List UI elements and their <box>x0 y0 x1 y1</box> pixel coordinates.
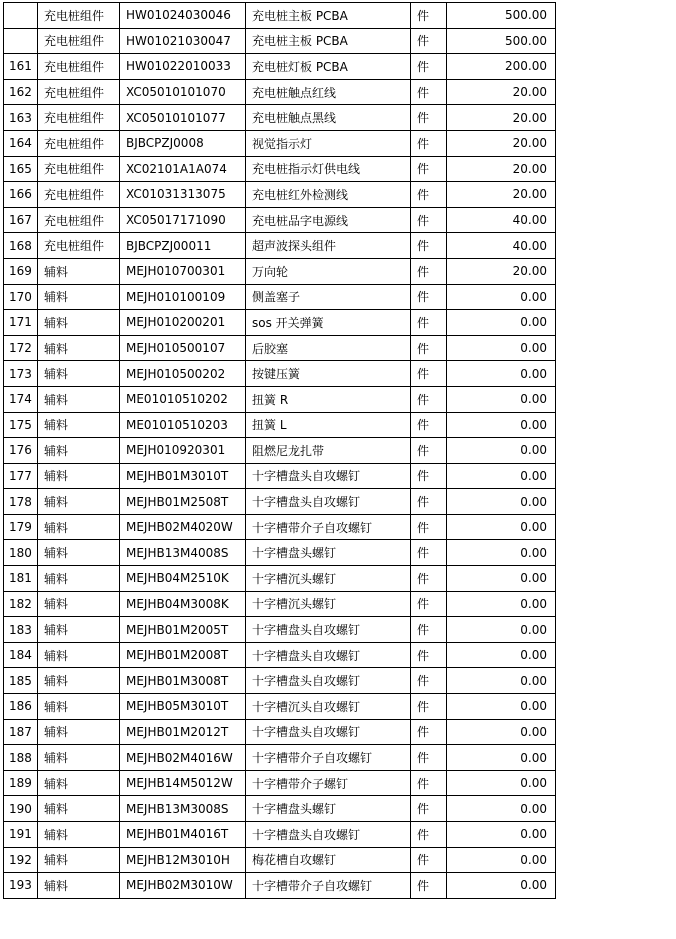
amount-cell: 0.00 <box>447 438 556 464</box>
part-code-cell: MEJH010700301 <box>120 258 246 284</box>
unit-cell: 件 <box>411 156 447 182</box>
part-name-cell: 充电桩触点红线 <box>246 79 411 105</box>
row-index: 188 <box>4 745 38 771</box>
unit-cell: 件 <box>411 284 447 310</box>
unit-cell: 件 <box>411 207 447 233</box>
part-name-cell: 视觉指示灯 <box>246 130 411 156</box>
amount-cell: 0.00 <box>447 668 556 694</box>
unit-cell: 件 <box>411 463 447 489</box>
part-code-cell: MEJHB01M2012T <box>120 719 246 745</box>
unit-cell: 件 <box>411 233 447 259</box>
part-code-cell: MEJH010500107 <box>120 335 246 361</box>
row-index: 193 <box>4 873 38 899</box>
part-code-cell: MEJH010500202 <box>120 361 246 387</box>
table-row <box>4 233 556 259</box>
unit-cell: 件 <box>411 412 447 438</box>
row-index: 180 <box>4 540 38 566</box>
category-cell: 充电桩组件 <box>38 79 120 105</box>
amount-cell: 40.00 <box>447 207 556 233</box>
table-row <box>4 591 556 617</box>
row-index: 172 <box>4 335 38 361</box>
category-cell: 辅料 <box>38 412 120 438</box>
part-code-cell: MEJHB04M2510K <box>120 566 246 592</box>
part-code-cell: MEJHB01M2005T <box>120 617 246 643</box>
amount-cell: 0.00 <box>447 284 556 310</box>
unit-cell: 件 <box>411 822 447 848</box>
category-cell: 辅料 <box>38 540 120 566</box>
unit-cell: 件 <box>411 617 447 643</box>
part-code-cell: MEJHB01M3010T <box>120 463 246 489</box>
row-index: 169 <box>4 258 38 284</box>
part-name-cell: 十字槽盘头自攻螺钉 <box>246 822 411 848</box>
part-name-cell: 十字槽带介子自攻螺钉 <box>246 873 411 899</box>
row-index: 189 <box>4 770 38 796</box>
amount-cell: 20.00 <box>447 258 556 284</box>
amount-cell: 200.00 <box>447 54 556 80</box>
category-cell: 辅料 <box>38 873 120 899</box>
unit-cell: 件 <box>411 514 447 540</box>
amount-cell: 0.00 <box>447 719 556 745</box>
amount-cell: 0.00 <box>447 463 556 489</box>
part-code-cell: MEJHB13M4008S <box>120 540 246 566</box>
table-row <box>4 54 556 80</box>
table-row <box>4 79 556 105</box>
part-name-cell: 十字槽沉头螺钉 <box>246 566 411 592</box>
unit-cell: 件 <box>411 719 447 745</box>
table-row <box>4 642 556 668</box>
category-cell: 充电桩组件 <box>38 182 120 208</box>
amount-cell: 0.00 <box>447 361 556 387</box>
part-code-cell: MEJHB01M2508T <box>120 489 246 515</box>
row-index: 164 <box>4 130 38 156</box>
category-cell: 辅料 <box>38 796 120 822</box>
unit-cell: 件 <box>411 3 447 29</box>
amount-cell: 0.00 <box>447 745 556 771</box>
part-name-cell: 十字槽带介子螺钉 <box>246 770 411 796</box>
part-code-cell: MEJHB05M3010T <box>120 694 246 720</box>
category-cell: 辅料 <box>38 591 120 617</box>
part-code-cell: MEJHB02M3010W <box>120 873 246 899</box>
table-row <box>4 438 556 464</box>
part-code-cell: MEJH010200201 <box>120 310 246 336</box>
unit-cell: 件 <box>411 694 447 720</box>
part-name-cell: 充电桩红外检测线 <box>246 182 411 208</box>
part-code-cell: ME01010510203 <box>120 412 246 438</box>
table-row <box>4 822 556 848</box>
amount-cell: 0.00 <box>447 335 556 361</box>
amount-cell: 500.00 <box>447 28 556 54</box>
amount-cell: 0.00 <box>447 489 556 515</box>
row-index: 175 <box>4 412 38 438</box>
table-row <box>4 719 556 745</box>
part-code-cell: MEJH010100109 <box>120 284 246 310</box>
row-index: 171 <box>4 310 38 336</box>
part-name-cell: 充电桩灯板 PCBA <box>246 54 411 80</box>
unit-cell: 件 <box>411 642 447 668</box>
part-name-cell: 十字槽盘头自攻螺钉 <box>246 668 411 694</box>
category-cell: 辅料 <box>38 438 120 464</box>
part-name-cell: 十字槽盘头自攻螺钉 <box>246 463 411 489</box>
part-name-cell: sos 开关弹簧 <box>246 310 411 336</box>
row-index: 192 <box>4 847 38 873</box>
part-code-cell: MEJHB01M2008T <box>120 642 246 668</box>
amount-cell: 20.00 <box>447 105 556 131</box>
part-name-cell: 后胶塞 <box>246 335 411 361</box>
part-code-cell: MEJHB04M3008K <box>120 591 246 617</box>
unit-cell: 件 <box>411 566 447 592</box>
amount-cell: 20.00 <box>447 130 556 156</box>
part-code-cell: MEJHB12M3010H <box>120 847 246 873</box>
row-index: 181 <box>4 566 38 592</box>
table-row <box>4 207 556 233</box>
row-index: 163 <box>4 105 38 131</box>
part-name-cell: 阻燃尼龙扎带 <box>246 438 411 464</box>
category-cell: 充电桩组件 <box>38 105 120 131</box>
unit-cell: 件 <box>411 105 447 131</box>
unit-cell: 件 <box>411 79 447 105</box>
table-row <box>4 770 556 796</box>
table-row <box>4 386 556 412</box>
table-row <box>4 156 556 182</box>
row-index <box>4 28 38 54</box>
part-code-cell: HW01024030046 <box>120 3 246 29</box>
amount-cell: 0.00 <box>447 822 556 848</box>
amount-cell: 0.00 <box>447 796 556 822</box>
row-index: 176 <box>4 438 38 464</box>
unit-cell: 件 <box>411 310 447 336</box>
table-row <box>4 514 556 540</box>
part-name-cell: 按键压簧 <box>246 361 411 387</box>
part-code-cell: MEJHB13M3008S <box>120 796 246 822</box>
row-index: 166 <box>4 182 38 208</box>
amount-cell: 0.00 <box>447 617 556 643</box>
part-name-cell: 十字槽沉头螺钉 <box>246 591 411 617</box>
part-code-cell: XC05010101070 <box>120 79 246 105</box>
category-cell: 辅料 <box>38 310 120 336</box>
amount-cell: 500.00 <box>447 3 556 29</box>
amount-cell: 20.00 <box>447 182 556 208</box>
category-cell: 辅料 <box>38 386 120 412</box>
part-code-cell: XC05010101077 <box>120 105 246 131</box>
parts-table <box>3 2 556 899</box>
unit-cell: 件 <box>411 361 447 387</box>
unit-cell: 件 <box>411 745 447 771</box>
amount-cell: 0.00 <box>447 386 556 412</box>
row-index: 174 <box>4 386 38 412</box>
row-index: 190 <box>4 796 38 822</box>
unit-cell: 件 <box>411 335 447 361</box>
row-index: 170 <box>4 284 38 310</box>
table-row <box>4 335 556 361</box>
category-cell: 辅料 <box>38 719 120 745</box>
part-name-cell: 十字槽盘头自攻螺钉 <box>246 642 411 668</box>
row-index: 167 <box>4 207 38 233</box>
unit-cell: 件 <box>411 130 447 156</box>
unit-cell: 件 <box>411 591 447 617</box>
part-name-cell: 充电桩品字电源线 <box>246 207 411 233</box>
part-name-cell: 充电桩触点黑线 <box>246 105 411 131</box>
table-row <box>4 566 556 592</box>
row-index: 179 <box>4 514 38 540</box>
unit-cell: 件 <box>411 770 447 796</box>
unit-cell: 件 <box>411 668 447 694</box>
amount-cell: 0.00 <box>447 540 556 566</box>
amount-cell: 0.00 <box>447 591 556 617</box>
part-name-cell: 充电桩指示灯供电线 <box>246 156 411 182</box>
part-name-cell: 十字槽盘头自攻螺钉 <box>246 489 411 515</box>
row-index: 168 <box>4 233 38 259</box>
amount-cell: 0.00 <box>447 566 556 592</box>
part-code-cell: XC02101A1A074 <box>120 156 246 182</box>
category-cell: 辅料 <box>38 694 120 720</box>
row-index: 173 <box>4 361 38 387</box>
part-name-cell: 充电桩主板 PCBA <box>246 28 411 54</box>
unit-cell: 件 <box>411 258 447 284</box>
category-cell: 辅料 <box>38 617 120 643</box>
row-index: 186 <box>4 694 38 720</box>
row-index: 182 <box>4 591 38 617</box>
row-index: 177 <box>4 463 38 489</box>
category-cell: 辅料 <box>38 566 120 592</box>
part-code-cell: MEJHB01M3008T <box>120 668 246 694</box>
part-code-cell: BJBCPZJ0008 <box>120 130 246 156</box>
part-name-cell: 扭簧 L <box>246 412 411 438</box>
part-code-cell: MEJHB02M4016W <box>120 745 246 771</box>
row-index: 162 <box>4 79 38 105</box>
table-row <box>4 412 556 438</box>
table-row <box>4 284 556 310</box>
amount-cell: 0.00 <box>447 694 556 720</box>
table-row <box>4 105 556 131</box>
amount-cell: 20.00 <box>447 156 556 182</box>
row-index: 161 <box>4 54 38 80</box>
part-code-cell: ME01010510202 <box>120 386 246 412</box>
table-row <box>4 694 556 720</box>
category-cell: 充电桩组件 <box>38 28 120 54</box>
part-name-cell: 侧盖塞子 <box>246 284 411 310</box>
category-cell: 辅料 <box>38 642 120 668</box>
part-name-cell: 充电桩主板 PCBA <box>246 3 411 29</box>
part-code-cell: BJBCPZJ00011 <box>120 233 246 259</box>
part-code-cell: XC05017171090 <box>120 207 246 233</box>
category-cell: 辅料 <box>38 770 120 796</box>
table-row <box>4 463 556 489</box>
category-cell: 充电桩组件 <box>38 54 120 80</box>
part-name-cell: 扭簧 R <box>246 386 411 412</box>
table-row <box>4 540 556 566</box>
category-cell: 辅料 <box>38 489 120 515</box>
unit-cell: 件 <box>411 438 447 464</box>
unit-cell: 件 <box>411 540 447 566</box>
part-code-cell: MEJH010920301 <box>120 438 246 464</box>
amount-cell: 0.00 <box>447 310 556 336</box>
category-cell: 辅料 <box>38 284 120 310</box>
category-cell: 辅料 <box>38 463 120 489</box>
table-row <box>4 361 556 387</box>
amount-cell: 0.00 <box>447 642 556 668</box>
category-cell: 充电桩组件 <box>38 207 120 233</box>
part-name-cell: 万向轮 <box>246 258 411 284</box>
unit-cell: 件 <box>411 28 447 54</box>
table-row <box>4 130 556 156</box>
part-code-cell: MEJHB14M5012W <box>120 770 246 796</box>
part-name-cell: 十字槽带介子自攻螺钉 <box>246 745 411 771</box>
category-cell: 充电桩组件 <box>38 156 120 182</box>
row-index: 187 <box>4 719 38 745</box>
part-name-cell: 超声波探头组件 <box>246 233 411 259</box>
table-row <box>4 28 556 54</box>
table-row <box>4 489 556 515</box>
category-cell: 辅料 <box>38 745 120 771</box>
part-name-cell: 十字槽盘头螺钉 <box>246 540 411 566</box>
amount-cell: 40.00 <box>447 233 556 259</box>
parts-table-body <box>4 3 556 899</box>
part-name-cell: 十字槽盘头自攻螺钉 <box>246 719 411 745</box>
table-row <box>4 796 556 822</box>
table-row <box>4 182 556 208</box>
table-row <box>4 617 556 643</box>
category-cell: 辅料 <box>38 361 120 387</box>
row-index: 165 <box>4 156 38 182</box>
row-index: 184 <box>4 642 38 668</box>
part-name-cell: 十字槽盘头螺钉 <box>246 796 411 822</box>
category-cell: 充电桩组件 <box>38 3 120 29</box>
unit-cell: 件 <box>411 182 447 208</box>
category-cell: 辅料 <box>38 847 120 873</box>
row-index: 183 <box>4 617 38 643</box>
category-cell: 辅料 <box>38 822 120 848</box>
amount-cell: 0.00 <box>447 514 556 540</box>
row-index: 185 <box>4 668 38 694</box>
row-index: 178 <box>4 489 38 515</box>
category-cell: 充电桩组件 <box>38 130 120 156</box>
part-name-cell: 十字槽带介子自攻螺钉 <box>246 514 411 540</box>
amount-cell: 0.00 <box>447 770 556 796</box>
part-name-cell: 十字槽沉头自攻螺钉 <box>246 694 411 720</box>
unit-cell: 件 <box>411 386 447 412</box>
category-cell: 辅料 <box>38 514 120 540</box>
category-cell: 辅料 <box>38 668 120 694</box>
part-code-cell: HW01021030047 <box>120 28 246 54</box>
amount-cell: 20.00 <box>447 79 556 105</box>
row-index <box>4 3 38 29</box>
part-code-cell: MEJHB01M4016T <box>120 822 246 848</box>
part-code-cell: XC01031313075 <box>120 182 246 208</box>
table-row <box>4 258 556 284</box>
part-name-cell: 十字槽盘头自攻螺钉 <box>246 617 411 643</box>
table-row <box>4 3 556 29</box>
table-row <box>4 310 556 336</box>
amount-cell: 0.00 <box>447 873 556 899</box>
part-name-cell: 梅花槽自攻螺钉 <box>246 847 411 873</box>
unit-cell: 件 <box>411 873 447 899</box>
table-row <box>4 873 556 899</box>
category-cell: 辅料 <box>38 258 120 284</box>
category-cell: 充电桩组件 <box>38 233 120 259</box>
table-row <box>4 847 556 873</box>
unit-cell: 件 <box>411 489 447 515</box>
amount-cell: 0.00 <box>447 412 556 438</box>
unit-cell: 件 <box>411 796 447 822</box>
row-index: 191 <box>4 822 38 848</box>
category-cell: 辅料 <box>38 335 120 361</box>
amount-cell: 0.00 <box>447 847 556 873</box>
part-code-cell: HW01022010033 <box>120 54 246 80</box>
unit-cell: 件 <box>411 847 447 873</box>
unit-cell: 件 <box>411 54 447 80</box>
table-row <box>4 745 556 771</box>
table-row <box>4 668 556 694</box>
part-code-cell: MEJHB02M4020W <box>120 514 246 540</box>
